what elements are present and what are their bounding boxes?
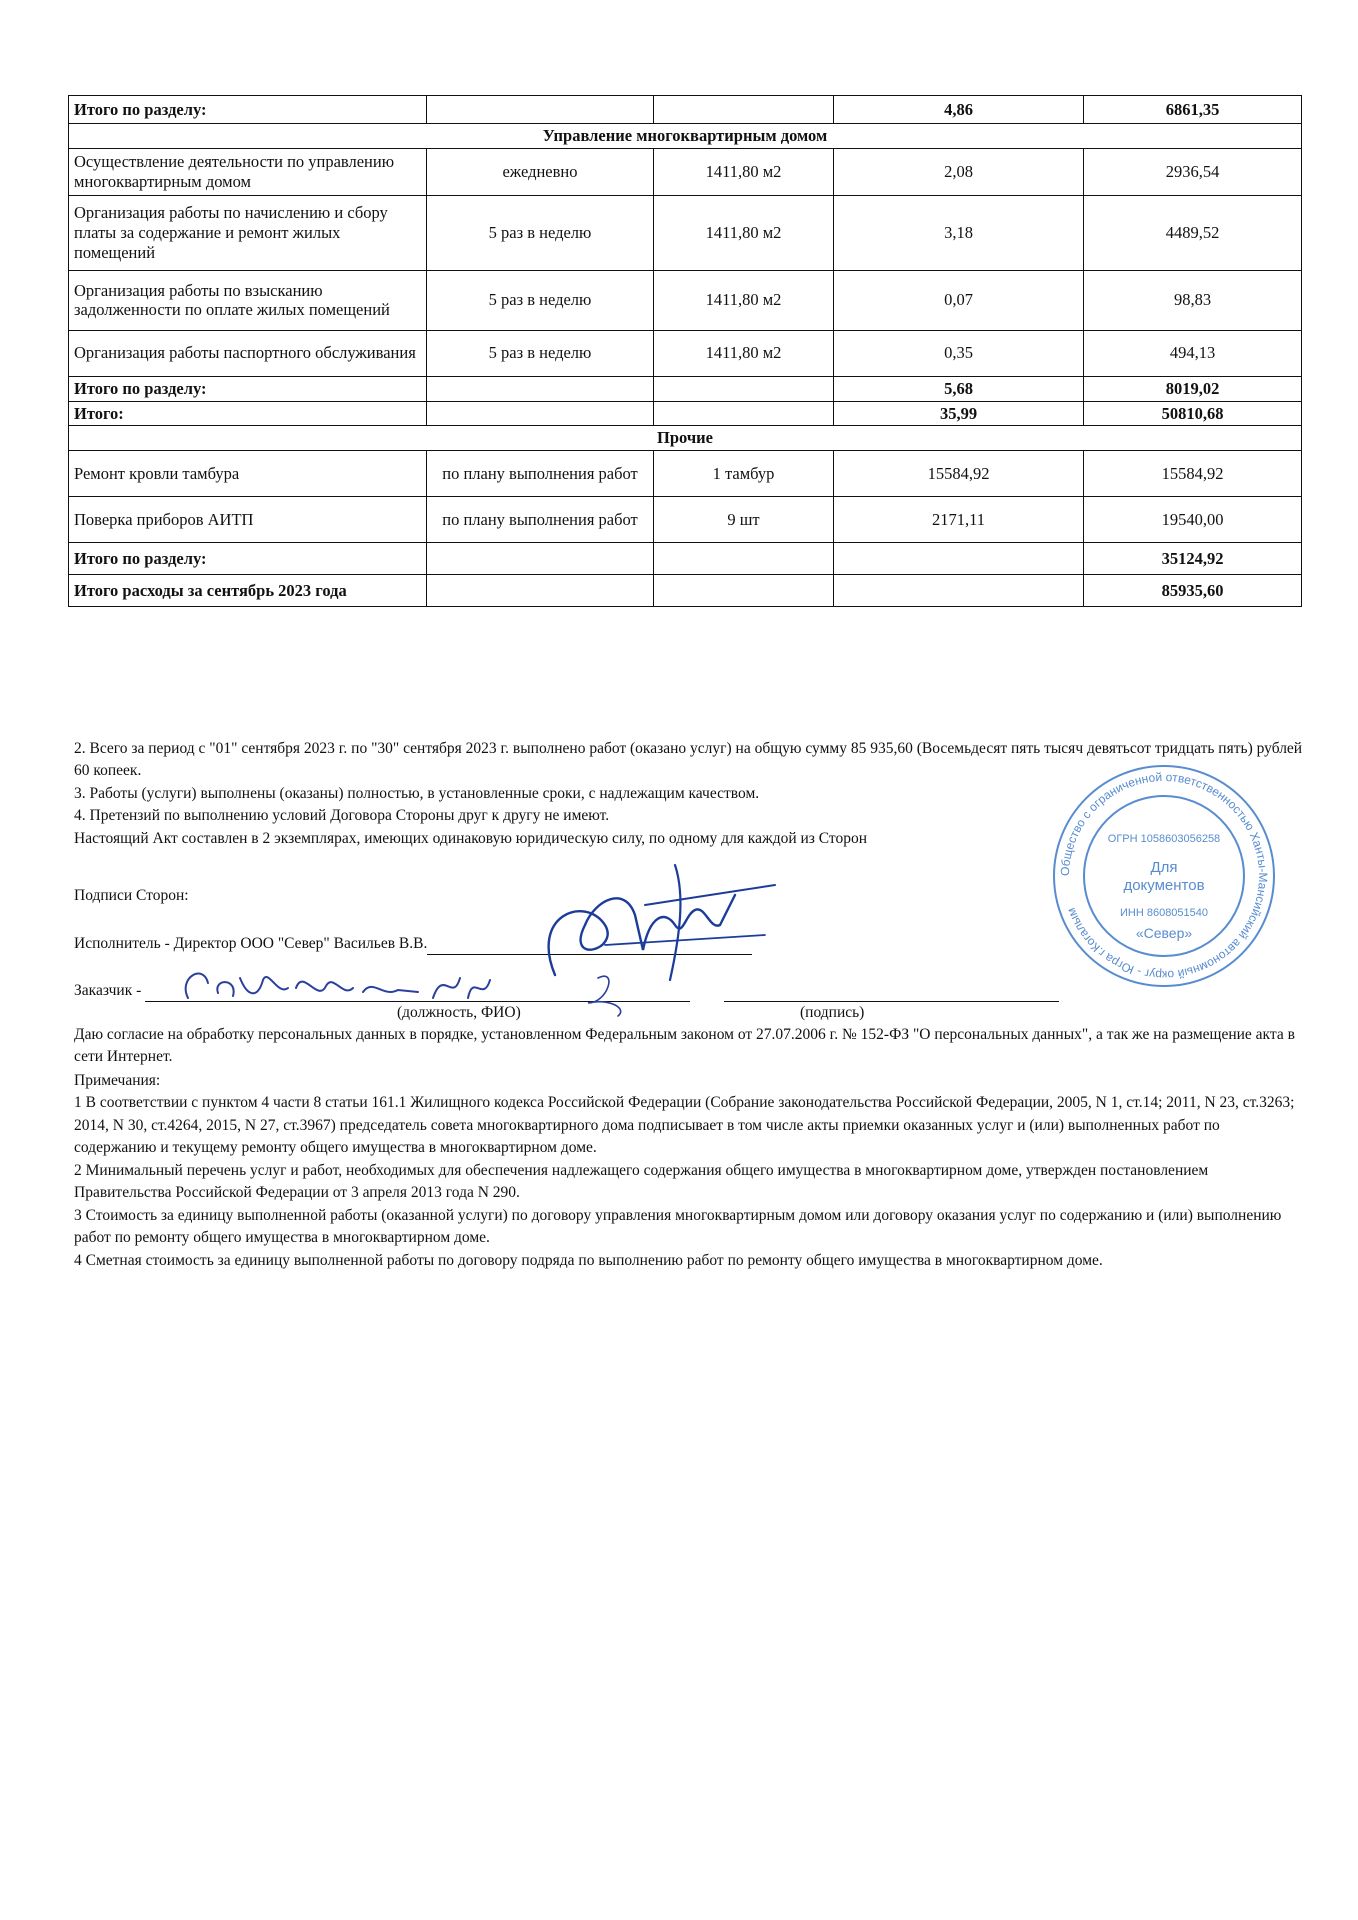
note-3: 3 Стоимость за единицу выполненной работы (оказанной услуги) по договору управления многоквартирным домом или договору оказания услуг по содержанию и (или) выполнению работ по ремонту общего имущества в многоквартирном доме. [74,1206,1282,1247]
cell-sum: 4489,52 [1084,195,1302,270]
caption-signature: (подпись) [800,1004,865,1021]
cell-frequency [427,401,654,426]
clause-2: 2. Всего за период с "01" сентября 2023 г. по "30" сентября 2023 г. выполнено работ (оказано услуг) на общую сумму 85 935,60 (Восемьдесят пять тысяч девятьсот тридцать пять) рублей 60 копеек. [74,740,1303,780]
cell-rate [834,543,1084,575]
cell-sum: 35124,92 [1084,543,1302,575]
cell-rate [834,575,1084,607]
customer-label: Заказчик - [74,982,142,999]
stamp-outer-ring [1054,766,1274,986]
cell-frequency [427,543,654,575]
section-header-row [69,124,1302,149]
cell-name: Итого расходы за сентябрь 2023 года [69,575,427,607]
cell-name: Организация работы по взысканию задолженности по оплате жилых помещений [69,270,427,330]
stamp-inn: ИНН 8608051540 [1119,907,1209,919]
cell-sum: 98,83 [1084,270,1302,330]
services-table [68,95,1302,607]
cell-name: Итого: [69,401,427,426]
cell-rate: 5,68 [834,376,1084,401]
cell-rate: 0,35 [834,330,1084,376]
cell-frequency: по плану выполнения работ [427,497,654,543]
cell-rate: 35,99 [834,401,1084,426]
cell-sum: 494,13 [1084,330,1302,376]
stamp-ring-text: Общество с ограниченной ответственностью Ханты-Мансийский автономный округ - Югра г.Когалым [1057,769,1271,983]
table-row [69,451,1302,497]
customer-signature [178,958,648,1018]
company-stamp [1048,760,1280,992]
total-row [69,575,1302,607]
section-title: Прочие [69,426,1302,451]
stamp-center-line1: Для [1150,859,1178,876]
cell-sum: 8019,02 [1084,376,1302,401]
cell-volume [654,401,834,426]
cell-frequency [427,96,654,124]
notes-title: Примечания: [74,1072,161,1089]
table-row [69,195,1302,270]
stamp-name: «Север» [1135,925,1193,941]
cell-sum: 19540,00 [1084,497,1302,543]
cell-frequency: 5 раз в неделю [427,195,654,270]
cell-name: Поверка приборов АИТП [69,497,427,543]
cell-rate: 15584,92 [834,451,1084,497]
executor-label: Исполнитель - Директор ООО "Север" Васильев В.В. [74,935,428,952]
cell-name: Итого по разделу: [69,96,427,124]
clause-4: 4. Претензий по выполнению условий Договора Стороны друг к другу не имеют. [74,807,610,825]
cell-sum: 15584,92 [1084,451,1302,497]
table-row [69,270,1302,330]
table-row [69,330,1302,376]
cell-volume [654,543,834,575]
cell-rate: 0,07 [834,270,1084,330]
cell-volume [654,376,834,401]
cell-sum: 2936,54 [1084,148,1302,195]
note-4: 4 Сметная стоимость за единицу выполненной работы по договору подряда по выполнению работ по ремонту общего имущества в многоквартирном доме. [74,1251,1103,1269]
table-row [69,148,1302,195]
stamp-center-line2: документов [1123,877,1205,894]
caption-position: (должность, ФИО) [397,1004,521,1021]
cell-sum: 50810,68 [1084,401,1302,426]
cell-rate: 2171,11 [834,497,1084,543]
cell-name: Итого по разделу: [69,543,427,575]
cell-name: Осуществление деятельности по управлению многоквартирным домом [69,148,427,195]
clause-copies: Настоящий Акт составлен в 2 экземплярах, имеющих одинаковую юридическую силу, по одному для каждой из Сторон [74,829,868,847]
cell-rate: 2,08 [834,148,1084,195]
stamp-ogrn: ОГРН 1058603056258 [1107,833,1221,845]
cell-frequency: 5 раз в неделю [427,270,654,330]
cell-name: Ремонт кровли тамбура [69,451,427,497]
cell-sum: 85935,60 [1084,575,1302,607]
table-row [69,497,1302,543]
section-title: Управление многоквартирным домом [69,124,1302,149]
cell-volume: 9 шт [654,497,834,543]
consent-text: Даю согласие на обработку персональных данных в порядке, установленном Федеральным законом от 27.07.2006 г. № 152-ФЗ "О персональных данных", а так же на размещение акта в сети Интернет. [74,1026,1295,1066]
cell-name: Организация работы паспортного обслуживания [69,330,427,376]
cell-frequency: ежедневно [427,148,654,195]
cell-volume [654,575,834,607]
notes [74,1070,1304,1272]
signatures-title: Подписи Сторон: [74,887,189,904]
cell-volume: 1411,80 м2 [654,330,834,376]
cell-frequency: по плану выполнения работ [427,451,654,497]
cell-frequency [427,575,654,607]
cell-volume: 1411,80 м2 [654,148,834,195]
cell-name: Организация работы по начислению и сбору платы за содержание и ремонт жилых помещений [69,195,427,270]
note-2: 2 Минимальный перечень услуг и работ, необходимых для обеспечения надлежащего содержания общего имущества в многоквартирном доме, утвержден постановлением Правительства Российской Федерации от 3 апреля 2013 года N 290. [74,1161,1209,1202]
cell-frequency [427,376,654,401]
section-header-row [69,426,1302,451]
total-row [69,401,1302,426]
cell-volume: 1411,80 м2 [654,195,834,270]
cell-rate: 4,86 [834,96,1084,124]
note-1: 1 В соответствии с пунктом 4 части 8 статьи 161.1 Жилищного кодекса Российской Федерации (Собрание законодательства Российской Федерации, 2005, N 1, ст.14; 2011, N 23, ст.3263; 2014, N 30, ст.4264, 2015, N 27, ст.3967) председатель совета многоквартирного дома подписывает в том числе акты приемки оказанных услуг и (или) выполненных работ по содержанию и текущему ремонту общего имущества в многоквартирном доме. [74,1094,1295,1157]
cell-name: Итого по разделу: [69,376,427,401]
clause-3: 3. Работы (услуги) выполнены (оказаны) полностью, в установленные сроки, с надлежащим качеством. [74,784,760,802]
cell-volume [654,96,834,124]
cell-volume: 1 тамбур [654,451,834,497]
total-row [69,376,1302,401]
cell-volume: 1411,80 м2 [654,270,834,330]
total-row [69,96,1302,124]
cell-frequency: 5 раз в неделю [427,330,654,376]
cell-sum: 6861,35 [1084,96,1302,124]
cell-rate: 3,18 [834,195,1084,270]
total-row [69,543,1302,575]
